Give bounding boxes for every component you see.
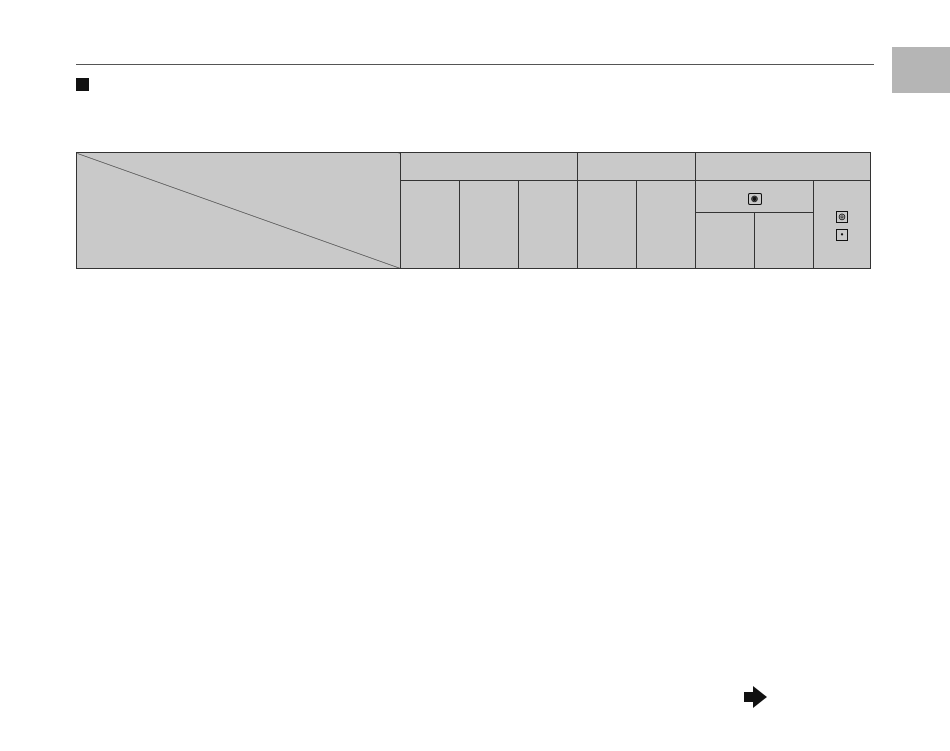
color-header <box>755 213 814 269</box>
cw-spot-header <box>814 181 871 269</box>
chapter-tab <box>892 47 950 93</box>
top-rule <box>76 64 874 65</box>
am-header <box>637 181 696 269</box>
diagonal-header-cell <box>77 153 401 269</box>
center-weighted-icon: ◎ <box>836 211 848 223</box>
matrix-header <box>696 181 814 213</box>
section-heading <box>76 78 95 91</box>
spot-metering-icon: • <box>836 229 848 241</box>
exposure-mode-header <box>578 153 696 181</box>
square-bullet-icon <box>76 78 89 91</box>
3d-header <box>696 213 755 269</box>
focus-mode-header <box>401 153 578 181</box>
matrix-metering-icon: ◉ <box>748 193 762 205</box>
m-header <box>519 181 578 269</box>
ps-header <box>578 181 637 269</box>
metering-header <box>696 153 871 181</box>
continued-indicator <box>740 686 767 708</box>
lens-compatibility-table <box>76 152 871 269</box>
right-arrow-icon <box>753 686 767 708</box>
af-header <box>401 181 460 269</box>
m-electronic-header <box>460 181 519 269</box>
